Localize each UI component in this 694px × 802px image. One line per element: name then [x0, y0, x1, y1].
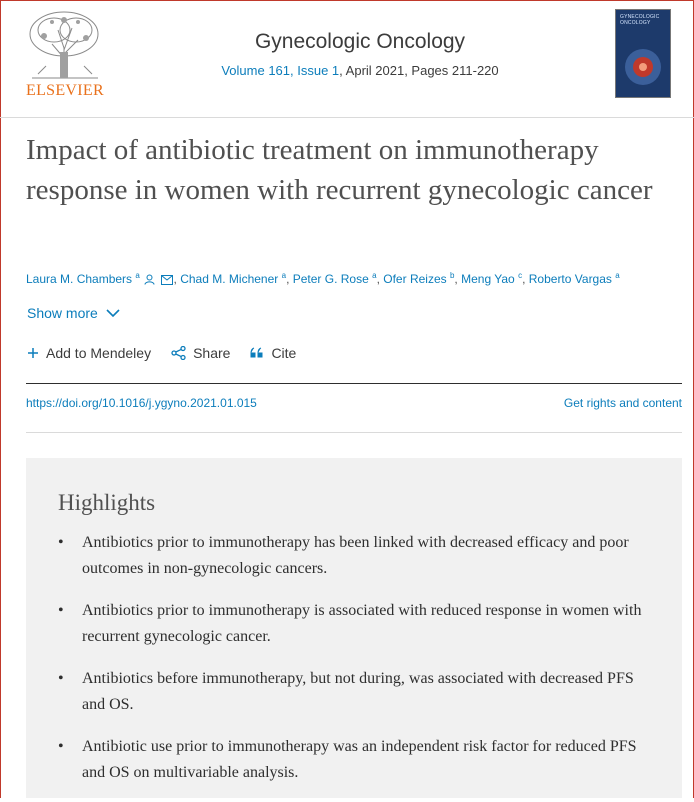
show-more-label: Show more — [27, 305, 98, 321]
divider — [26, 432, 682, 433]
issue-line — [150, 63, 570, 78]
show-more-button[interactable] — [27, 305, 120, 321]
elsevier-logo[interactable] — [24, 8, 106, 100]
author-list: Laura M. Chambers $^a$ , Chad M. Michener $^a$, Peter G. Rose $^a$, Ofer Reizes $^b$, Meng Yao $^c$, Roberto Vargas $^a$ — [26, 271, 620, 286]
list-item: • Antibiotics before immunotherapy, but not during, was associated with decreased PFS and OS. — [58, 666, 658, 718]
volume-issue-link[interactable]: Volume 161, Issue 1 — [221, 63, 340, 78]
bullet: • — [58, 738, 64, 755]
author-link[interactable]: Peter G. Rose $^a$ — [292, 271, 377, 286]
journal-header — [0, 0, 694, 110]
author-link[interactable]: Laura M. Chambers $^a$ — [26, 271, 140, 286]
mail-icon[interactable] — [161, 275, 173, 285]
bullet: • — [58, 670, 64, 687]
divider — [26, 383, 682, 384]
highlights-title: Highlights — [58, 490, 156, 515]
cover-artwork-icon — [622, 46, 664, 88]
list-item: • Antibiotic use prior to immunotherapy was an independent risk factor for reduced PFS and OS on multivariable analysis. — [58, 734, 658, 786]
cite-label: Cite — [271, 345, 297, 361]
journal-cover-image[interactable] — [615, 9, 671, 98]
chevron-down-icon — [106, 309, 120, 318]
highlights-section — [26, 458, 682, 798]
cite-button[interactable] — [250, 345, 296, 361]
cover-title: GYNECOLOGIC ONCOLOGY — [620, 14, 660, 26]
date-pages: , April 2021, Pages 211-220 — [339, 63, 499, 78]
quote-icon — [250, 347, 264, 359]
bullet: • — [58, 534, 64, 551]
author-link[interactable]: Ofer Reizes $^b$ — [383, 271, 455, 286]
journal-title[interactable]: Gynecologic Oncology — [254, 30, 466, 53]
rights-link[interactable]: Get rights and content — [563, 396, 682, 410]
share-button[interactable] — [171, 345, 230, 361]
header-divider — [0, 117, 694, 118]
author-link[interactable]: Chad M. Michener $^a$ — [180, 271, 287, 286]
bullet: • — [58, 602, 64, 619]
article-title: Impact of antibiotic treatment on immunotherapy response in women with recurrent gynecologic cancer — [26, 134, 653, 206]
share-icon — [171, 346, 186, 360]
author-link[interactable]: Roberto Vargas $^a$ — [528, 271, 620, 286]
highlights-list — [58, 530, 658, 802]
author-link[interactable]: Meng Yao $^c$ — [461, 271, 523, 286]
article-actions — [27, 345, 296, 361]
share-label: Share — [193, 345, 231, 361]
tree-logo-icon — [24, 8, 106, 82]
doi-link[interactable]: https://doi.org/10.1016/j.ygyno.2021.01.015 — [26, 396, 257, 410]
person-icon[interactable] — [144, 274, 155, 285]
publisher-name: ELSEVIER — [26, 82, 104, 99]
add-to-mendeley-label: Add to Mendeley — [46, 345, 152, 361]
list-item: • Antibiotics prior to immunotherapy is associated with reduced response in women with recurrent gynecologic cancer. — [58, 598, 658, 650]
plus-icon — [27, 347, 39, 359]
add-to-mendeley-button[interactable] — [27, 345, 151, 361]
list-item: • Antibiotics prior to immunotherapy has been linked with decreased efficacy and poor outcomes in non-gynecologic cancers. — [58, 530, 658, 582]
